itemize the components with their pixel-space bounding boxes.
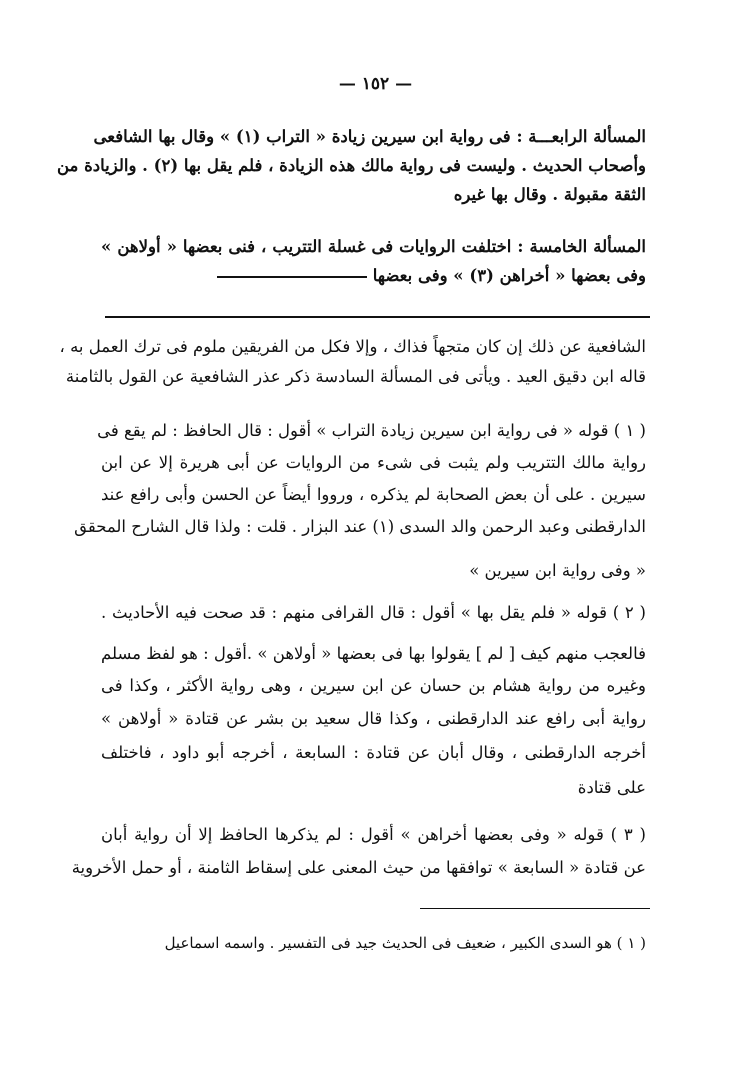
commentary-line: ( ١ ) قوله « فى رواية ابن سيرين زيادة التراب » أقول : قال الحافظ : لم يقع فى <box>97 421 646 440</box>
main-text-line: المسألة الرابعـــة : فى رواية ابن سيرين زيادة « التراب (١) » وقال بها الشافعى <box>93 127 646 146</box>
main-text-line-with-dash <box>101 265 646 291</box>
commentary-line: رواية مالك التتريب ولم يثبت فى شىء من الروايات عن أبى هريرة إلا عن ابن <box>101 453 646 472</box>
commentary-line: فالعجب منهم كيف [ لم ] يقولوا بها فى بعضها « أولاهن » .أقول : هو لفظ مسلم <box>101 644 646 663</box>
main-text-line: المسألة الخامسة : اختلفت الروايات فى غسلة التتريب ، فنى بعضها « أولاهن » <box>101 237 646 256</box>
commentary-line: عن قتادة « السابعة » توافقها من حيث المعنى على إسقاط الثامنة ، أو حمل الأخروية <box>71 858 646 877</box>
main-text-line: الثقة مقبولة . وقال بها غيره <box>453 185 646 204</box>
section-divider <box>105 316 650 318</box>
commentary-line: ( ٢ ) قوله « فلم يقل بها » أقول : قال القرافى منهم : قد صحت فيه الأحاديث . <box>101 603 646 622</box>
page-number: — ١٥٢ — <box>338 74 413 94</box>
commentary-line: الدارقطنى وعبد الرحمن والد السدى (١) عند البزار . قلت : ولذا قال الشارح المحقق <box>74 517 646 536</box>
commentary-line: وغيره من رواية هشام بن حسان عن ابن سيرين ، وهى رواية الأكثر ، وكذا فى <box>101 676 646 695</box>
commentary-line: الشافعية عن ذلك إن كان متجهاً فذاك ، وإلا فكل من الفريقين ملوم فى ترك العمل به ، <box>59 337 646 356</box>
commentary-line: رواية أبى رافع عند الدارقطنى ، وكذا قال سعيد بن بشر عن قتادة « أولاهن » <box>101 709 646 728</box>
main-text-line: وأصحاب الحديث . وليست فى رواية مالك هذه الزيادة ، فلم يقل بها (٢) . والزيادة من <box>56 156 646 175</box>
continuation-dash <box>217 276 367 278</box>
footnote: ( ١ ) هو السدى الكبير ، ضعيف فى الحديث جيد فى التفسير . واسمه اسماعيل <box>164 934 646 952</box>
commentary-line: « وفى رواية ابن سيرين » <box>469 561 646 580</box>
footnote-divider <box>420 908 650 909</box>
commentary-line: قاله ابن دقيق العيد . ويأتى فى المسألة السادسة ذكر عذر الشافعية عن القول بالثامنة <box>65 367 646 386</box>
main-text-line: وفى بعضها « أخراهن (٣) » وفى بعضها <box>372 266 646 285</box>
commentary-line: على قتادة <box>577 778 646 797</box>
commentary-line: ( ٣ ) قوله « وفى بعضها أخراهن » أقول : لم يذكرها الحافظ إلا أن رواية أبان <box>101 825 646 844</box>
commentary-line: سيرين . على أن بعض الصحابة لم يذكره ، ورووا أيضاً عن الحسن وأبى رافع عند <box>101 485 646 504</box>
commentary-line: أخرجه الدارقطنى ، وقال أبان عن قتادة : السابعة ، أخرجه أبو داود ، فاختلف <box>101 743 646 762</box>
